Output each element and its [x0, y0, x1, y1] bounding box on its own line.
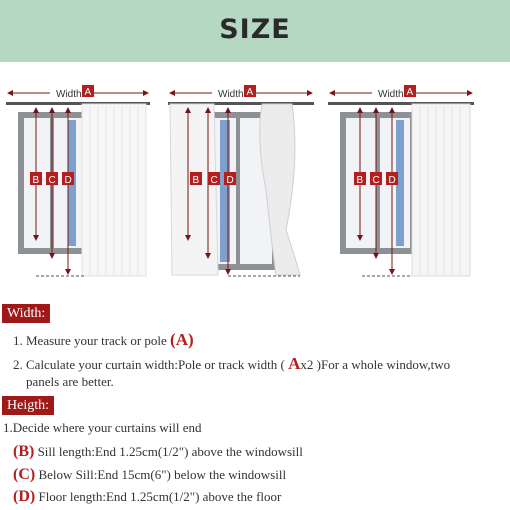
width-label: Width — [56, 89, 82, 100]
letter-b-marker: (B) — [13, 443, 35, 460]
diagram-long-sheer — [328, 85, 474, 276]
letter-a-badge: A — [406, 87, 414, 98]
letter-d-badge: D — [226, 175, 234, 186]
left-curtain-panel — [170, 104, 218, 275]
letter-b-badge: B — [192, 175, 200, 186]
width-step-2-suffix: x2 )For a whole window,two — [300, 357, 451, 372]
width-step-1 — [13, 330, 194, 350]
width-section-label: Width: — [2, 304, 50, 323]
height-option-c-text: Below Sill:End 15cm(6") below the windowsill — [35, 467, 287, 482]
height-option-c — [13, 466, 286, 484]
width-label: Width — [218, 89, 244, 100]
letter-d-badge: D — [64, 175, 72, 186]
letter-a-badge: A — [84, 87, 92, 98]
height-option-b — [13, 443, 303, 461]
height-section-label: Heigth: — [2, 396, 54, 415]
width-step-2 — [13, 354, 450, 374]
page-title: SIZE — [219, 14, 291, 45]
letter-c-badge: C — [48, 175, 56, 186]
diagram-canvas — [0, 80, 510, 285]
letter-b-badge: B — [356, 175, 364, 186]
diagram-blackout-curtain — [168, 85, 314, 276]
width-step-2-text: 2. Calculate your curtain width:Pole or track width ( — [13, 357, 289, 372]
letter-b-badge: B — [32, 175, 40, 186]
letter-d-marker: (D) — [13, 488, 36, 505]
width-step-2-continuation: panels are better. — [26, 374, 114, 389]
height-option-d — [13, 488, 281, 506]
letter-d-badge: D — [388, 175, 396, 186]
letter-c-badge: C — [210, 175, 218, 186]
width-label: Width — [378, 89, 404, 100]
letter-a-marker: (A) — [170, 330, 194, 349]
height-option-b-text: Sill length:End 1.25cm(1/2") above the windowsill — [34, 444, 303, 459]
diagram-sheer-curtain — [6, 85, 150, 276]
header-banner — [0, 0, 510, 62]
height-option-d-text: Floor length:End 1.25cm(1/2") above the floor — [35, 489, 282, 504]
height-intro: 1.Decide where your curtains will end — [3, 420, 202, 435]
width-step-1-text: 1. Measure your track or pole — [13, 333, 171, 348]
letter-a-badge: A — [246, 87, 254, 98]
sheer-curtain — [412, 104, 470, 276]
letter-a-marker: A — [288, 354, 301, 373]
letter-c-badge: C — [372, 175, 380, 186]
measurement-diagrams — [0, 80, 510, 285]
letter-c-marker: (C) — [13, 466, 36, 483]
